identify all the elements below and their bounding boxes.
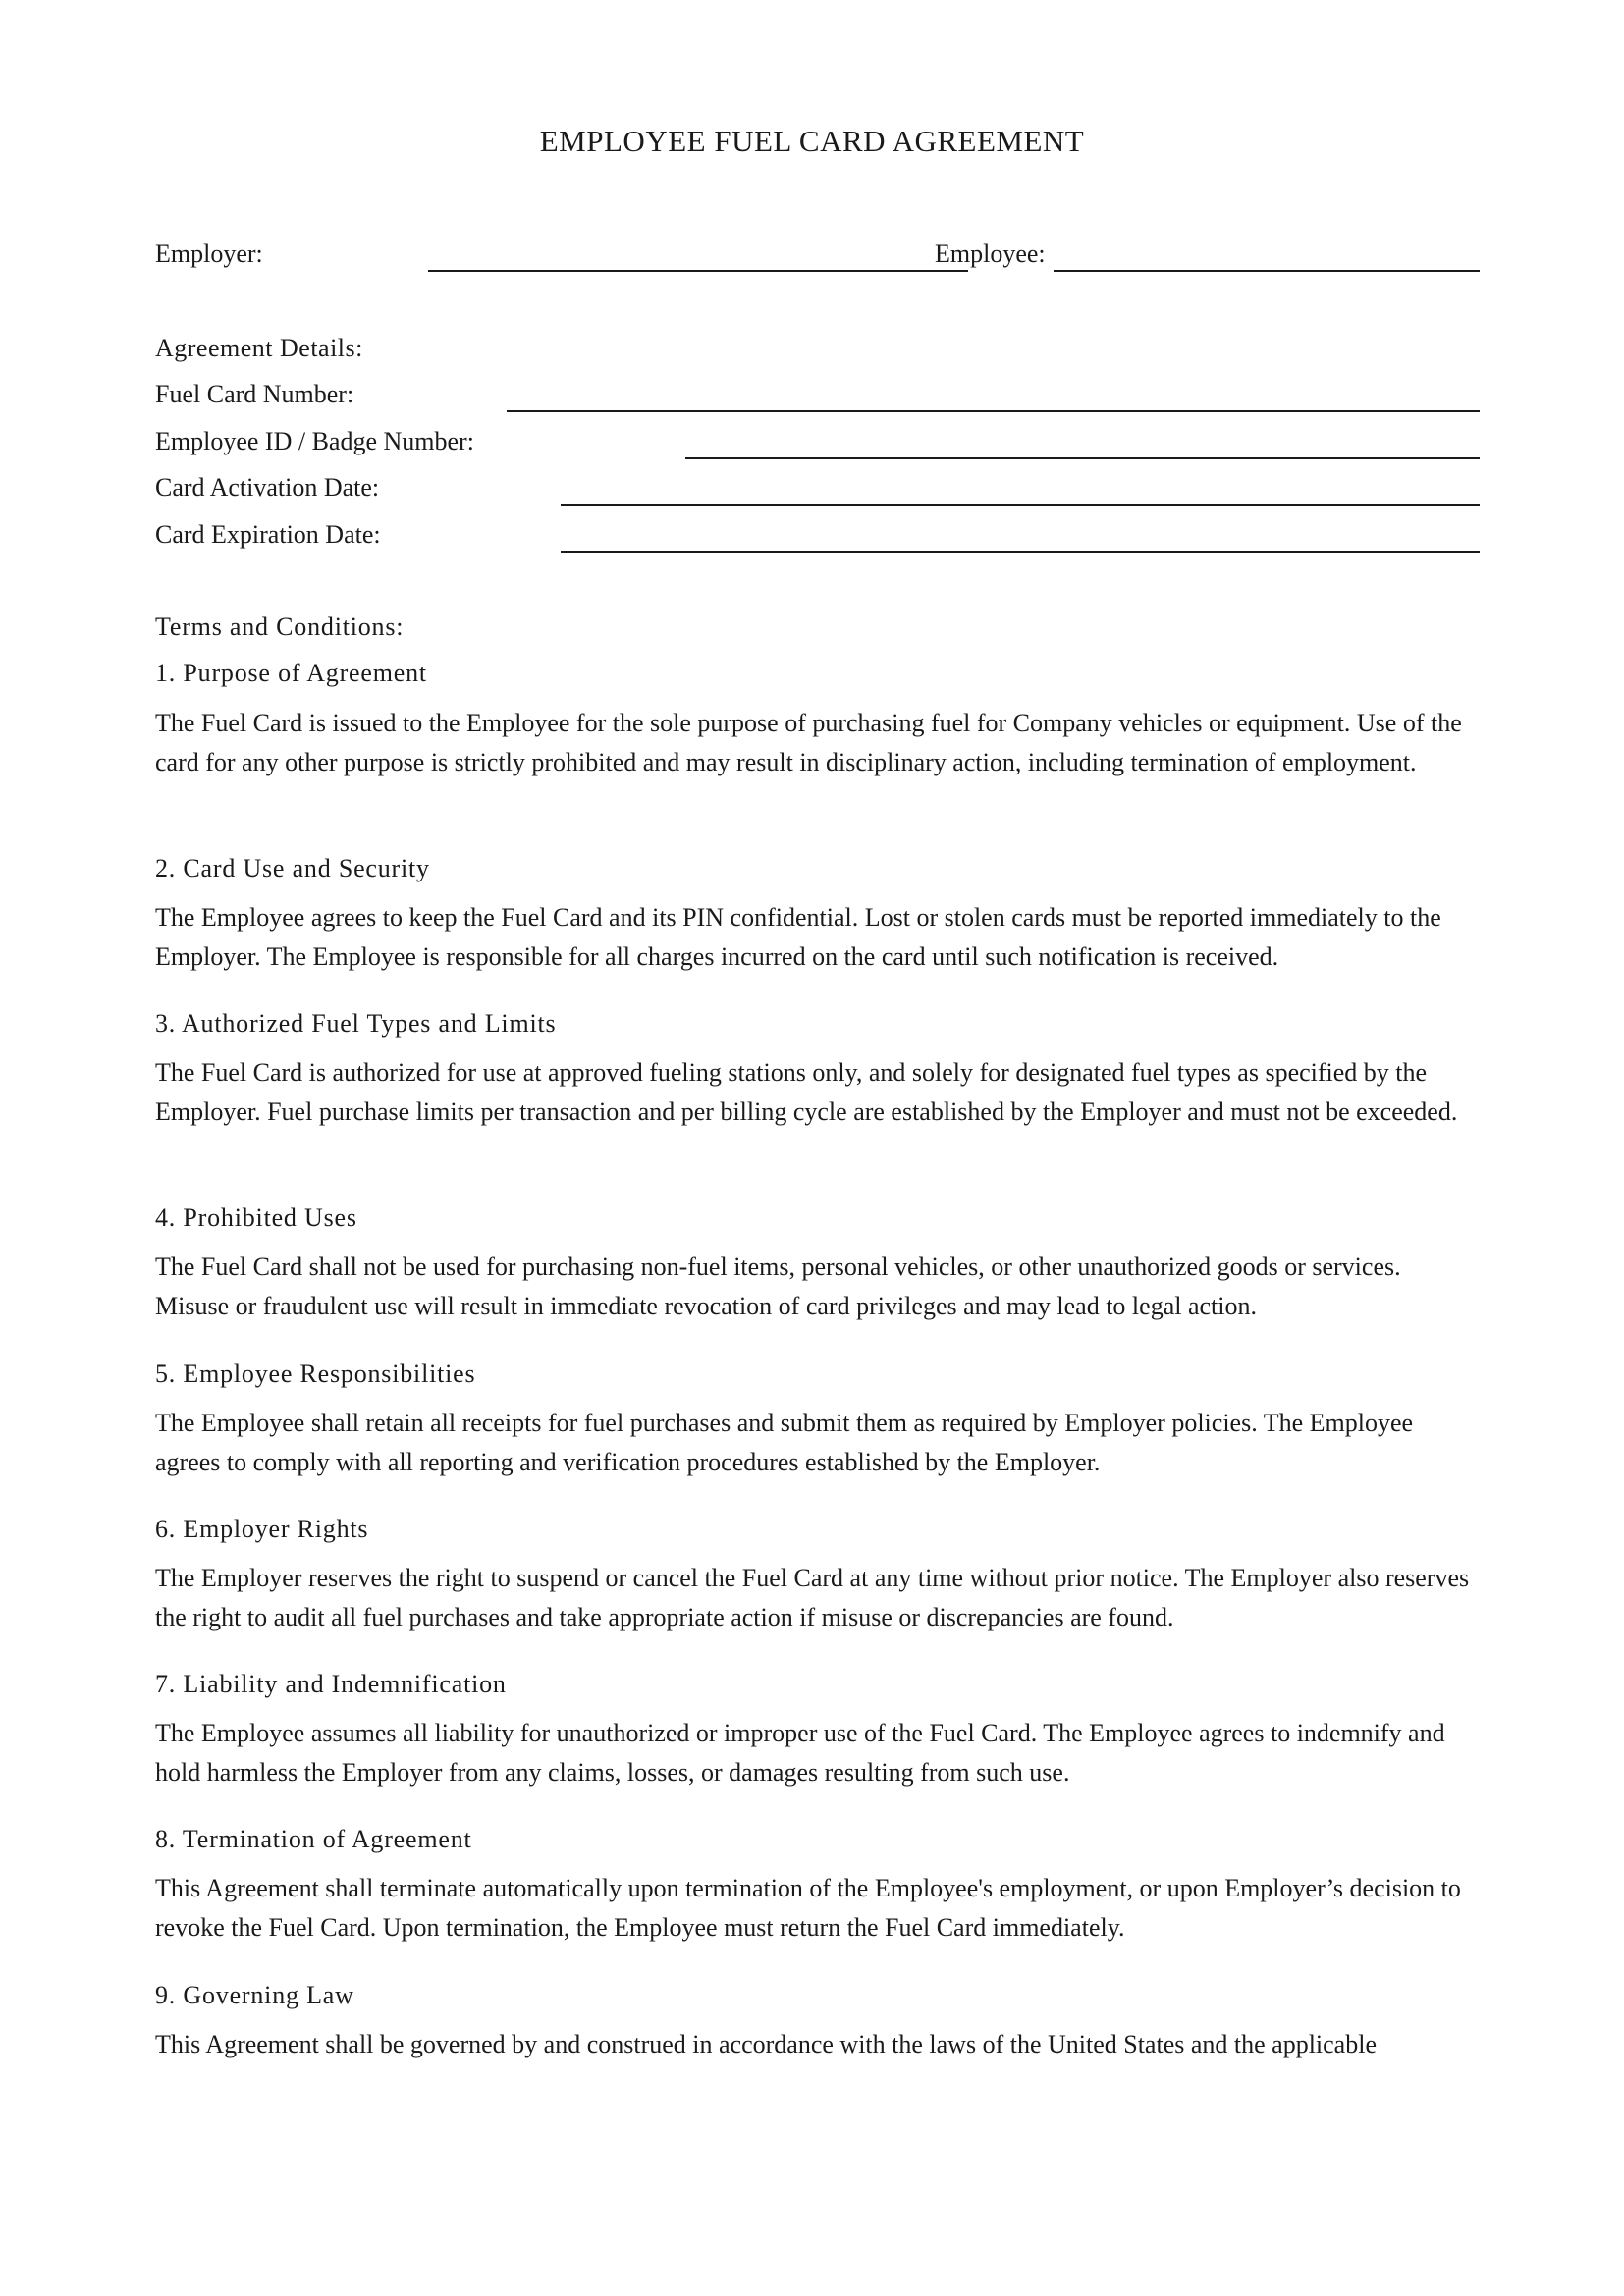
fuel-card-number-label: Fuel Card Number: (155, 380, 354, 408)
section-title: 1. Purpose of Agreement (155, 659, 427, 687)
section-body: The Employee assumes all liability for unauthorized or improper use of the Fuel Card. The Employee agrees to indemnify and hold harmless the Employer from any claims, losses, or damages resulting from such use. (155, 1719, 1445, 1787)
section-body: The Fuel Card is issued to the Employee for the sole purpose of purchasing fuel for Company vehicles or equipment. Use of the card for any other purpose is strictly prohibited and may result in disciplinary action, including termination of employment. (155, 709, 1462, 776)
section-title: 7. Liability and Indemnification (155, 1670, 507, 1698)
employer-label: Employer: (155, 240, 263, 268)
expiration-date-field-line[interactable] (561, 551, 1480, 553)
section-body: The Employee shall retain all receipts for fuel purchases and submit them as required by Employer policies. The Employee agrees to comply with all reporting and verification procedures established by the Employer. (155, 1409, 1414, 1476)
expiration-date-label: Card Expiration Date: (155, 520, 381, 549)
employee-id-field-line[interactable] (685, 457, 1480, 459)
section-body: The Fuel Card shall not be used for purchasing non-fuel items, personal vehicles, or other unauthorized goods or services. Misuse or fraudulent use will result in immediate revocation of card privileges and may lead to legal action. (155, 1253, 1401, 1320)
section-body: The Employee agrees to keep the Fuel Card and its PIN confidential. Lost or stolen cards must be reported immediately to the Employer. The Employee is responsible for all charges incurred on the card until such notification is received. (155, 903, 1441, 971)
employee-id-label: Employee ID / Badge Number: (155, 427, 474, 455)
document-title: EMPLOYEE FUEL CARD AGREEMENT (539, 124, 1085, 158)
employee-label: Employee: (935, 240, 1046, 268)
section-title: 3. Authorized Fuel Types and Limits (155, 1009, 557, 1038)
section-body: The Fuel Card is authorized for use at approved fueling stations only, and solely for designated fuel types as specified by the Employer. Fuel purchase limits per transaction and per billing cycle are established by the Employer and must not be exceeded. (155, 1058, 1458, 1126)
agreement-details-heading: Agreement Details: (155, 334, 363, 362)
section-body: This Agreement shall be governed by and construed in accordance with the laws of the United States and the applicable (155, 2030, 1377, 2058)
section-title: 5. Employee Responsibilities (155, 1360, 476, 1388)
terms-heading: Terms and Conditions: (155, 613, 405, 641)
section-title: 4. Prohibited Uses (155, 1203, 357, 1232)
employee-field-line[interactable] (1054, 270, 1480, 272)
section-body: The Employer reserves the right to suspend or cancel the Fuel Card at any time without prior notice. The Employer also reserves the right to audit all fuel purchases and take appropriate action if misuse or discrepancies are found. (155, 1564, 1470, 1631)
section-body: This Agreement shall terminate automatically upon termination of the Employee's employment, or upon Employer’s decision to revoke the Fuel Card. Upon termination, the Employee must return the Fuel Card immediately. (155, 1874, 1461, 1942)
fuel-card-number-field-line[interactable] (507, 410, 1480, 412)
activation-date-label: Card Activation Date: (155, 473, 380, 502)
employer-field-line[interactable] (428, 270, 968, 272)
section-title: 9. Governing Law (155, 1981, 354, 2009)
section-title: 6. Employer Rights (155, 1515, 369, 1543)
section-title: 8. Termination of Agreement (155, 1825, 472, 1853)
activation-date-field-line[interactable] (561, 504, 1480, 506)
section-title: 2. Card Use and Security (155, 854, 430, 882)
